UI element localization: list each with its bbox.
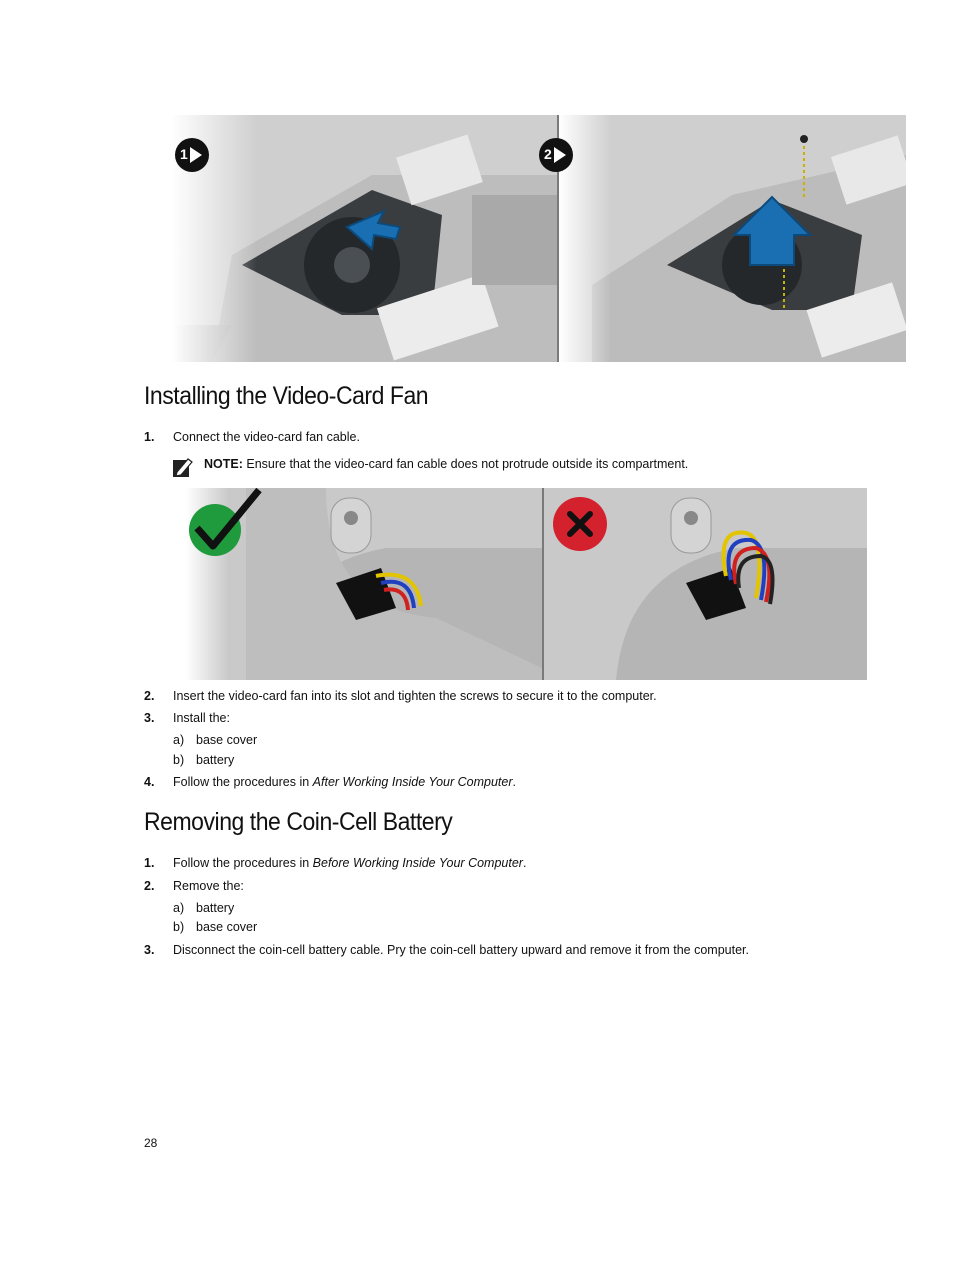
step-badge-2-label: 2 [544, 146, 552, 162]
step-number: 2. [144, 879, 155, 893]
page-number: 28 [144, 1136, 158, 1150]
sub-step-letter: b) [173, 920, 185, 934]
sub-step-text: battery [196, 753, 235, 767]
sub-step-text: battery [196, 901, 235, 915]
step-number: 3. [144, 943, 155, 957]
sub-step-text: base cover [196, 920, 258, 934]
step-text: Remove the: [173, 879, 244, 893]
section-title-installing-fan: Installing the Video-Card Fan [144, 382, 429, 410]
sub-step-letter: b) [173, 753, 185, 767]
sub-step-text: base cover [196, 733, 258, 747]
step-text-prefix: Follow the procedures in [173, 856, 313, 870]
cross-reference-link[interactable]: After Working Inside Your Computer [312, 775, 513, 789]
step-text: Disconnect the coin-cell battery cable. Pry the coin-cell battery upward and remove it from the computer. [173, 943, 749, 957]
panel-1-illustration [172, 115, 557, 362]
play-arrow-icon [554, 147, 566, 163]
note-body: Ensure that the video-card fan cable does not protrude outside its compartment. [242, 457, 689, 471]
step-text [173, 775, 516, 789]
cable-routing-figure [186, 488, 867, 680]
panel-2-illustration [559, 115, 906, 362]
fan-removal-figure [172, 115, 906, 362]
step-text [173, 856, 526, 870]
sub-step-letter: a) [173, 901, 185, 915]
step-text-suffix: . [512, 775, 517, 789]
note-icon [173, 456, 193, 478]
step-text: Insert the video-card fan into its slot and tighten the screws to secure it to the computer. [173, 689, 657, 703]
step-number: 2. [144, 689, 155, 703]
cross-icon [553, 497, 607, 551]
step-badge-1 [175, 138, 209, 172]
note-label: NOTE: [204, 457, 243, 471]
step-badge-1-label: 1 [180, 146, 188, 162]
checkmark-icon [189, 504, 241, 556]
step-text-suffix: . [522, 856, 527, 870]
step-text-prefix: Follow the procedures in [173, 775, 313, 789]
step-text: Install the: [173, 711, 230, 725]
note-text [204, 457, 688, 471]
step-number: 3. [144, 711, 155, 725]
step-number: 1. [144, 856, 155, 870]
play-arrow-icon [190, 147, 202, 163]
step-number: 1. [144, 430, 155, 444]
step-text: Connect the video-card fan cable. [173, 430, 360, 444]
step-badge-2 [539, 138, 573, 172]
step-number: 4. [144, 775, 155, 789]
cross-reference-link[interactable]: Before Working Inside Your Computer [312, 856, 523, 870]
sub-step-letter: a) [173, 733, 185, 747]
section-title-removing-coin-cell: Removing the Coin-Cell Battery [144, 808, 453, 836]
